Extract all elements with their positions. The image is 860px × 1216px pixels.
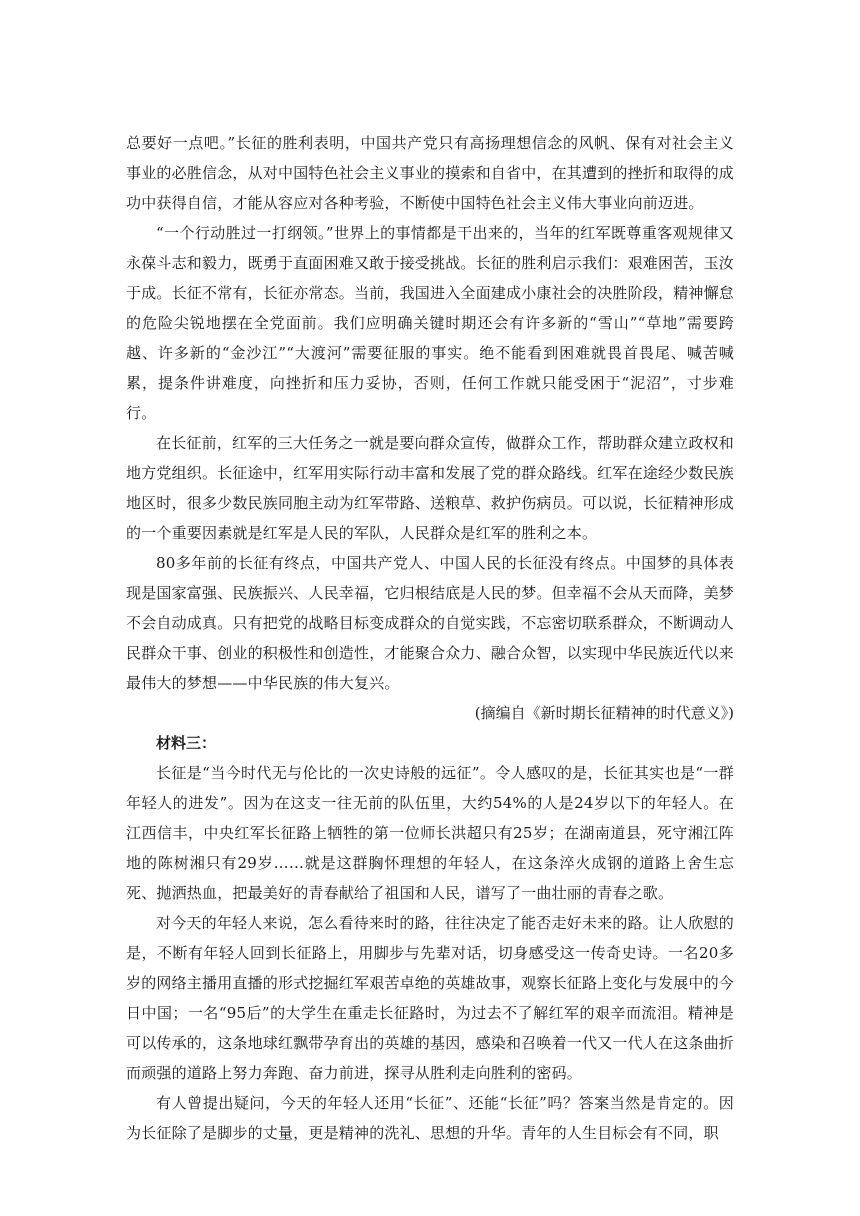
paragraph-masses: 在长征前，红军的三大任务之一就是要向群众宣传，做群众工作，帮助群众建立政权和地方党组织。长征途中，红军用实际行动丰富和发展了党的群众路线。红军在途经少数民族地区时，很多少数民族同胞主动为红军带路、送粮草、救护伤病员。可以说，长征精神形成的一个重要因素就是红军是人民的军队，人民群众是红军的胜利之本。 [126,434,735,542]
paragraph-today-youth: 对今天的年轻人来说，怎么看待来时的路，往往决定了能否走好未来的路。让人欣慰的是，不断有年轻人回到长征路上，用脚步与先辈对话，切身感受这一传奇史诗。一名20多岁的网络主播用直播的形式挖掘红军艰苦卓绝的英雄故事，观察长征路上变化与发展中的今日中国；一名“95后”的大学生在重走长征路时，为过去不了解红军的艰辛而流泪。精神是可以传承的，这条地球红飘带孕育出的英雄的基因，感染和召唤着一代又一代人在这条曲折而顽强的道路上努力奔跑、奋力前进，探寻从胜利走向胜利的密码。 [126,914,735,1082]
document-page [126,128,734,1148]
source-citation: (摘编自《新时期长征精神的时代意义》) [474,704,734,722]
paragraph-continuation: 总要好一点吧。”长征的胜利表明，中国共产党只有高扬理想信念的风帆、保有对社会主义事业的必胜信念，从对中国特色社会主义事业的摸索和自省中，在其遭到的挫折和取得的成功中获得自信，才能从容应对各种考验，不断使中国特色社会主义伟大事业向前迈进。 [126,134,735,212]
section-heading: 材料三： [156,734,217,752]
paragraph-action: “一个行动胜过一打纲领。”世界上的事情都是干出来的，当年的红军既尊重客观规律又永葆斗志和毅力，既勇于直面困难又敢于接受挑战。长征的胜利启示我们：艰难困苦，玉汝于成。长征不常有，长征亦常态。当前，我国进入全面建成小康社会的决胜阶段，精神懈怠的危险尖锐地摆在全党面前。我们应明确关键时期还会有许多新的“雪山”“草地”需要跨越、许多新的“金沙江”“大渡河”需要征服的事实。绝不能看到困难就畏首畏尾、喊苦喊累，提条件讲难度，向挫折和压力妥协，否则，任何工作就只能受困于“泥沼”，寸步难行。 [126,224,735,422]
paragraph-question: 有人曾提出疑问，今天的年轻人还用“长征”、还能“长征”吗？答案当然是肯定的。因为长征除了是脚步的丈量，更是精神的洗礼、思想的升华。青年的人生目标会有不同，职 [126,1094,734,1142]
paragraph-chinese-dream: 80多年前的长征有终点，中国共产党人、中国人民的长征没有终点。中国梦的具体表现是国家富强、民族振兴、人民幸福，它归根结底是人民的梦。但幸福不会从天而降，美梦不会自动成真。只有把党的战略目标变成群众的自觉实践，不忘密切联系群众，不断调动人民群众干事、创业的积极性和创造性，才能聚合众力、融合众智，以实现中华民族近代以来最伟大的梦想——中华民族的伟大复兴。 [126,554,735,692]
paragraph-young-people: 长征是“当今时代无与伦比的一次史诗般的远征”。令人感叹的是，长征其实也是“一群年轻人的进发”。因为在这支一往无前的队伍里，大约54%的人是24岁以下的年轻人。在江西信丰，中央红军长征路上牺牲的第一位师长洪超只有25岁；在湖南道县，死守湘江阵地的陈树湘只有29岁……就是这群胸怀理想的年轻人，在这条淬火成钢的道路上舍生忘死、抛洒热血，把最美好的青春献给了祖国和人民，谱写了一曲壮丽的青春之歌。 [126,764,734,902]
